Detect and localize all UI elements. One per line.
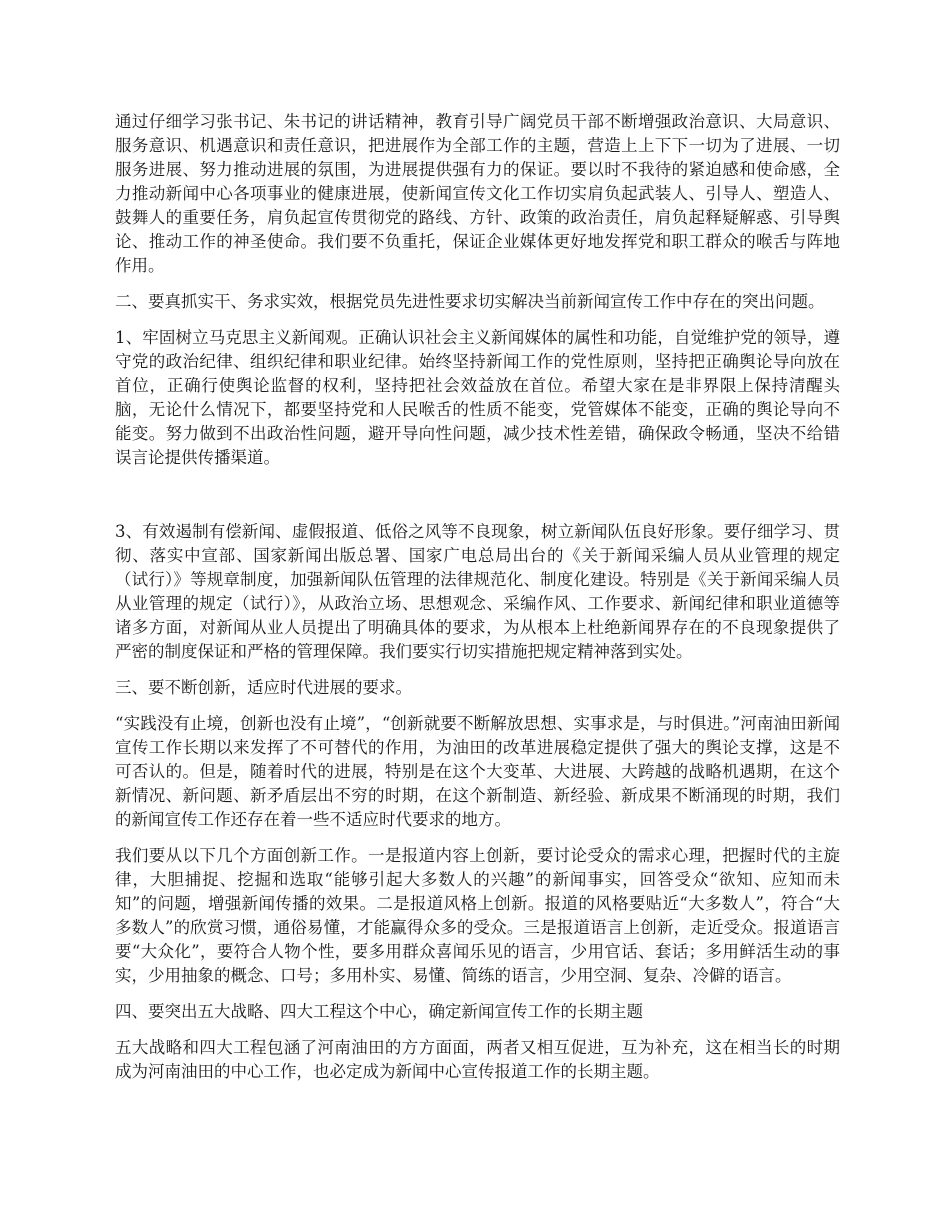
paragraph-item-3: 3、有效遏制有偿新闻、虚假报道、低俗之风等不良现象，树立新闻队伍良好形象。要仔细学习、贯彻、落实中宣部、国家新闻出版总署、国家广电总局出台的《关于新闻采编人员从业管理的规定（试行）》等规章制度，加强新闻队伍管理的法律规范化、制度化建设。特别是《关于新闻采编人员从业管理的规定（试行）》，从政治立场、思想观念、采编作风、工作要求、新闻纪律和职业道德等诸多方面，对新闻从业人员提出了明确具体的要求，为从根本上杜绝新闻界存在的不良现象提供了严密的制度保证和严格的管理保障。我们要实行切实措施把规定精神落到实处。: [115, 522, 840, 661]
section-heading-4: 四、要突出五大战略、四大工程这个中心，确定新闻宣传工作的长期主题: [115, 1002, 643, 1021]
blank-gap: [115, 482, 840, 520]
section-heading-2: 二、要真抓实干、务求实效，根据党员先进性要求切实解决当前新闻宣传工作中存在的突出问题。: [115, 292, 825, 311]
paragraph-intro: 通过仔细学习张书记、朱书记的讲话精神，教育引导广阔党员干部不断增强政治意识、大局意识、服务意识、机遇意识和责任意识，把进展作为全部工作的主题，营造上上下下一切为了进展、一切服务进展、努力推动进展的氛围，为进展提供强有力的保证。要以时不我待的紧迫感和使命感，全力推动新闻中心各项事业的健康进展，使新闻宣传文化工作切实肩负起武装人、引导人、塑造人、鼓舞人的重要任务，肩负起宣传贯彻党的路线、方针、政策的政治责任，肩负起释疑解惑、引导舆论、推动工作的神圣使命。我们要不负重托，保证企业媒体更好地发挥党和职工群众的喉舌与阵地作用。: [115, 112, 840, 275]
paragraph-conclusion: 五大战略和四大工程包涵了河南油田的方方面面，两者又相互促进，互为补充，这在相当长的时期成为河南油田的中心工作，也必定成为新闻中心宣传报道工作的长期主题。: [115, 1038, 840, 1081]
section-heading-3: 三、要不断创新，适应时代进展的要求。: [115, 678, 412, 697]
paragraph-innovation: “实践没有止境，创新也没有止境”，“创新就要不断解放思想、实事求是，与时俱进。”河南油田新闻宣传工作长期以来发挥了不可替代的作用，为油田的改革进展稳定提供了强大的舆论支撑，这是不可否认的。但是，随着时代的进展，特别是在这个大变革、大进展、大跨越的战略机遇期，在这个新情况、新问题、新矛盾层出不穷的时期，在这个新制造、新经验、新成果不断涌现的时期，我们的新闻宣传工作还存在着一些不适应时代要求的地方。: [115, 714, 840, 829]
paragraph-innovation-aspects: 我们要从以下几个方面创新工作。一是报道内容上创新，要讨论受众的需求心理，把握时代的主旋律，大胆捕捉、挖掘和选取“能够引起大多数人的兴趣”的新闻事实，回答受众“欲知、应知而未知”的问题，增强新闻传播的效果。二是报道风格上创新。报道的风格要贴近“大多数人”，符合“大多数人”的欣赏习惯，通俗易懂，才能赢得众多的受众。三是报道语言上创新，走近受众。报道语言要“大众化”，要符合人物个性，要多用群众喜闻乐见的语言，少用官话、套话；多用鲜活生动的事实，少用抽象的概念、口号；多用朴实、易懂、简练的语言，少用空洞、复杂、冷僻的语言。: [115, 846, 840, 985]
document-page: [115, 110, 840, 1096]
paragraph-item-1: 1、牢固树立马克思主义新闻观。正确认识社会主义新闻媒体的属性和功能，自觉维护党的领导，遵守党的政治纪律、组织纪律和职业纪律。始终坚持新闻工作的党性原则，坚持把正确舆论导向放在首位，正确行使舆论监督的权利，坚持把社会效益放在首位。希望大家在是非界限上保持清醒头脑，无论什么情况下，都要坚持党和人民喉舌的性质不能变，党管媒体不能变，正确的舆论导向不能变。努力做到不出政治性问题，避开导向性问题，减少技术性差错，确保政令畅通，坚决不给错误言论提供传播渠道。: [115, 328, 840, 467]
